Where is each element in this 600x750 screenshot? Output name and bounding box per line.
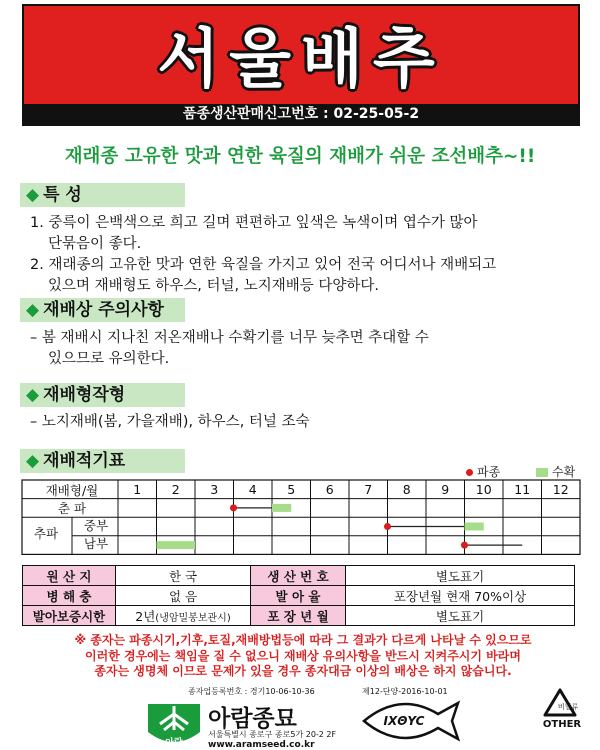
slogan: 재래종 고유한 맛과 연한 육질의 재배가 쉬운 조선배추~!! — [64, 146, 536, 167]
notice-line: 이러한 경우에는 책임을 질 수 없으니 재배상 유의사항을 반드시 지켜주시기 바라며 — [85, 648, 521, 663]
month-label: 6 — [325, 482, 334, 497]
germination-value: 포장년월 현재 70%이상 — [346, 586, 575, 606]
legend-label: 수확 — [552, 465, 576, 479]
month-label: 8 — [402, 482, 411, 497]
guarantee-note: (냉암밀봉보관시) — [155, 612, 231, 624]
row-label-spring: 춘 파 — [57, 501, 87, 516]
legend-label: 파종 — [477, 465, 501, 479]
month-label: 11 — [514, 482, 531, 497]
feature-line: 있으며 재배형도 하우스, 터널, 노지재배등 다양하다. — [48, 278, 380, 294]
row-label-autumn: 추파 — [33, 526, 59, 541]
company-address: 서울특별시 종로구 종로5가 20-2 2F — [208, 730, 337, 739]
row-label-central: 중부 — [83, 518, 109, 533]
prod-no-value: 별도표기 — [346, 566, 575, 586]
diamond-icon: ◆ — [26, 451, 40, 471]
company-registration: 종자업등록번호 : 경기10-06-10-36 — [188, 687, 315, 696]
fish-text: IXΘYC — [383, 714, 425, 728]
disease-value: 없 음 — [116, 586, 251, 606]
section-title: 재배상 주의사항 — [43, 300, 164, 320]
feature-line: 2. 재래종의 고유한 맛과 연한 육질을 가지고 있어 전국 어디서나 재배되고 — [30, 257, 497, 273]
month-label: 3 — [210, 482, 219, 497]
product-code: 제12-단양-2016-10-01 — [362, 687, 448, 696]
guarantee-years: 2년 — [135, 608, 156, 624]
feature-line: 1. 중륵이 은백색으로 희고 길며 편편하고 잎색은 녹색이며 엽수가 많아 — [30, 215, 478, 231]
caution-line: 있으므로 유의한다. — [48, 351, 170, 367]
month-label: 4 — [248, 482, 257, 497]
company-website: www.aramseed.co.kr — [208, 740, 315, 750]
registration-number: 품종생산판매신고번호 : 02-25-05-2 — [24, 104, 578, 124]
origin-value: 한 국 — [116, 566, 251, 586]
recycle-icon — [543, 690, 582, 730]
pack-date-value: 별도표기 — [346, 606, 575, 626]
logo-text: 아람 — [165, 738, 183, 748]
section-title: 재배적기표 — [43, 451, 126, 471]
notice-line: ※ 종자는 파종시기,기후,토질,재배방법등에 따라 그 결과가 다르게 나타날 수 있으므로 — [74, 633, 532, 647]
product-title: 서울배추 — [157, 23, 445, 97]
col-header: 재배형/월 — [45, 483, 99, 498]
month-label: 10 — [475, 482, 492, 497]
prod-no-label: 생 산 번 호 — [251, 566, 346, 586]
cultivation-line: – 노지재배(봄, 가을재배), 하우스, 터널 조숙 — [30, 414, 310, 430]
recycle-other: OTHER — [542, 719, 582, 730]
origin-label: 원 산 지 — [23, 566, 116, 586]
diamond-icon: ◆ — [26, 385, 40, 405]
month-label: 1 — [133, 482, 142, 497]
row-label-southern: 남부 — [83, 536, 109, 551]
feature-line: 단묶음이 좋다. — [48, 236, 142, 252]
germination-label: 발 아 율 — [251, 586, 346, 606]
section-title: 특 성 — [43, 185, 82, 205]
disease-label: 병 해 충 — [23, 586, 116, 606]
ichthys-fish-icon — [364, 703, 458, 739]
month-label: 12 — [552, 482, 569, 497]
month-label: 9 — [441, 482, 450, 497]
notice-line: 종자는 생명체 이므로 문제가 있을 경우 종자대금 이상의 배상은 하지 않습니다. — [94, 664, 512, 678]
month-label: 5 — [287, 482, 296, 497]
section-title: 재배형작형 — [43, 385, 126, 405]
guarantee-label: 발아보증시한 — [23, 606, 116, 626]
company-logo — [148, 704, 200, 748]
month-label: 7 — [364, 482, 373, 497]
pack-date-label: 포 장 년 월 — [251, 606, 346, 626]
month-label: 2 — [171, 482, 180, 497]
company-name: 아람종묘 — [208, 706, 297, 732]
diamond-icon: ◆ — [26, 300, 40, 320]
diamond-icon: ◆ — [26, 185, 40, 205]
caution-line: – 봄 재배시 지나친 저온재배나 수확기를 너무 늦추면 추대할 수 — [30, 330, 429, 346]
recycle-label: 비닐류 — [557, 703, 579, 711]
